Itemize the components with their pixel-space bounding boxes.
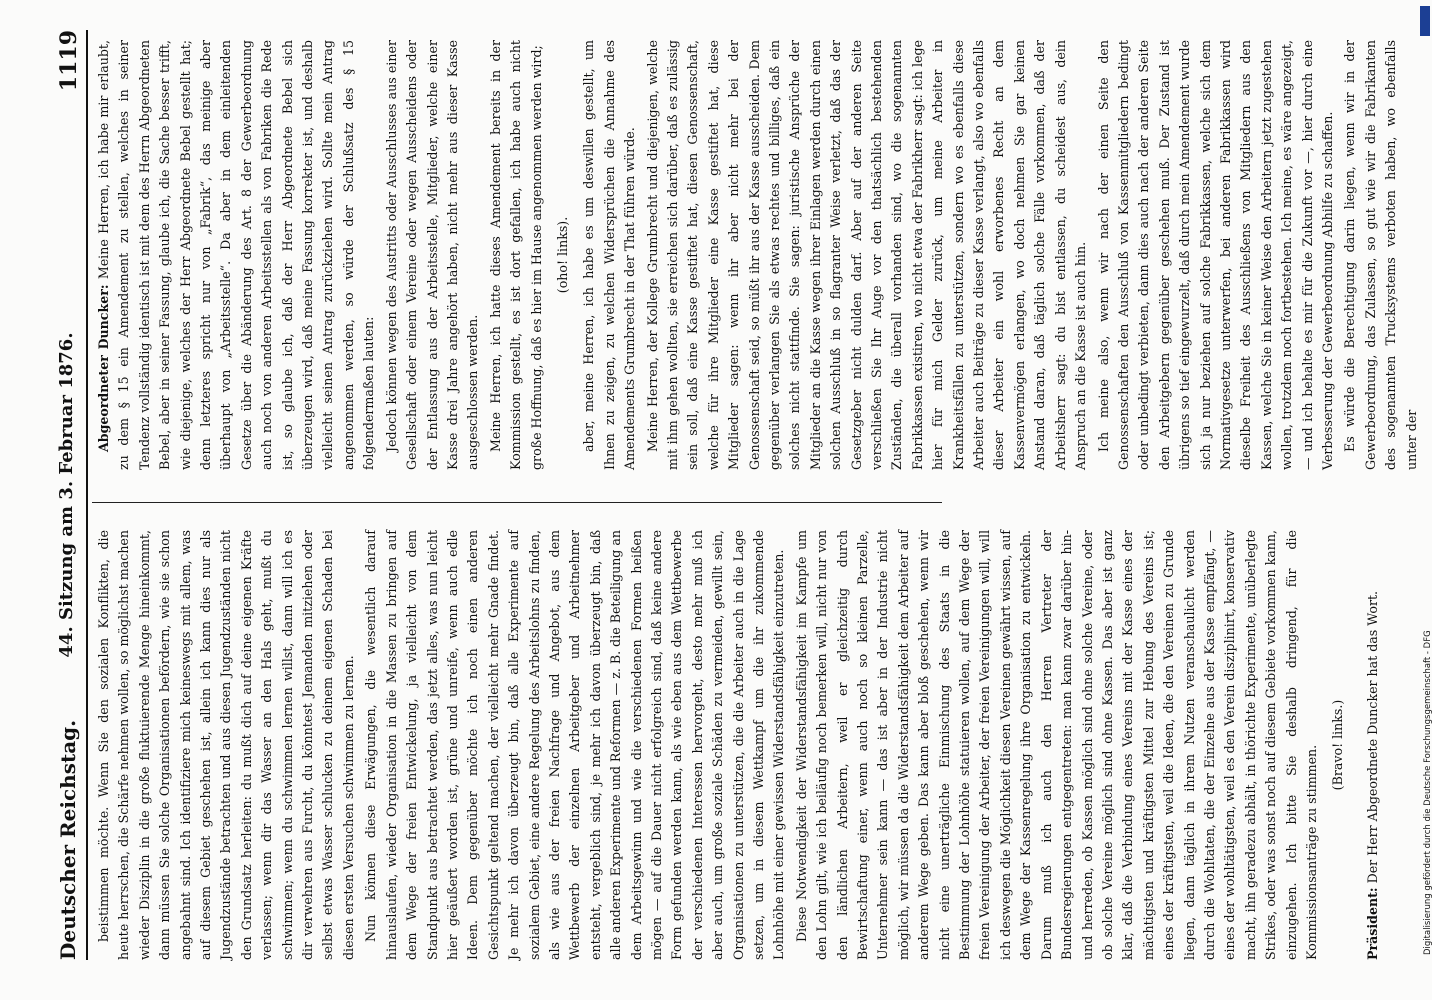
left-column xyxy=(94,530,1380,960)
right-column xyxy=(94,40,1419,470)
right-paragraph: Ich meine also, wenn wir nach der einen Seite den Genossenschaften den Ausschluß von Kassenmitgliedern bedingt oder unbedingt verbieten, dann dies auch nach der anderen Seite den Arbeitgebern gegenüber geschehen muß. Der Zustand ist übrigens so tief eingewurzelt, daß durch mein Amendement wurde sich ja nur beziehen auf solche Fabrikkassen, welche sich dem Normativgesetze unterwerfen, bei anderen Fabrikkassen wird dieselbe Freiheit des Ausschließens von Mitgliedern aus den Kassen, welche Sie in keiner Weise den Arbeitern jetzt zugestehen wollen, trotzdem noch fortbestehen. Ich meine, es wäre angezeigt, — und ich behalte es mir für die Zukunft vor —, hier durch eine Verbesserung der Gewerbeordnung Abhilfe zu schaffen. xyxy=(1095,40,1335,470)
header-left-title: Deutscher Reichstag. xyxy=(56,719,80,960)
right-paragraph: Meine Herren, ich habe mir erlaubt, zu dem § 15 ein Amendement zu stellen, welches in seiner Tendenz vollständig identisch ist mit dem des Herrn Abgeordneten Bebel, aber in seiner Fassung, glaube ich, die Sache besser trifft, wie diejenige, welches der Herr Abgeordnete Bebel gestellt hat; denn letzteres spricht nur von „Fabrik“, das meinige aber überhaupt von „Arbeitsstelle“. Da aber in dem einleitenden Gesetze über die Abänderung des Art. 8 der Gewerbeordnung auch noch von anderen Arbeitsstellen als von Fabriken die Rede ist, so glaube ich, daß der Herr Abgeordnete Bebel sich überzeugen wird, daß meine Fassung korrekter ist, und deshalb vielleicht seinen Antrag zurückziehen wird. Sollte mein Antrag angenommen werden, so würde der Schlußsatz des § 15 folgendermaßen lauten: xyxy=(96,40,377,470)
page-number: 1119 xyxy=(56,30,82,92)
column-divider xyxy=(92,502,942,503)
right-opening xyxy=(94,40,380,470)
president-speaker: Präsident: xyxy=(1364,887,1380,960)
left-paragraph: beistimmen möchte. Wenn Sie den sozialen Konflikten, die heute herrschen, die Schärfe nehmen wollen, so möglichst machen wieder Disziplin in die große fluktuierende Menge hineinkommt, dann müssen Sie solche Organisationen befördern, wie sie schon angebahnt sind. Ich identifiziere mich keineswegs mit allem, was auf diesem Gebiet geschehen ist, allein ich kann dies nur als Jugendzustände betrachten und aus diesen Jugendzuständen nicht den Grundsatz herleiten: du mußt dich auf deine eigenen Kräfte verlassen; wenn dir das Wasser an den Hals geht, mußt du schwimmen; wenn du schwimmen lernen willst, dann will ich es dir verwehren aus Furcht, du könntest Jemanden mitziehen oder selbst etwas Wasser schlucken zu deinem eigenen Schaden bei diesen ersten Versuchen schwimmen zu lernen. xyxy=(96,530,356,960)
stage-direction: (Bravo! links.) xyxy=(1330,699,1346,791)
right-paragraph: Meine Herren, ich hatte dieses Amendement bereits in der Kommission gestellt, es ist dort gefallen, ich habe auch nicht große Hoffnung, daß es hier im Hause angenommen werden wird; xyxy=(487,40,544,470)
header-rule xyxy=(86,30,88,960)
right-paragraph: aber, meine Herren, ich habe es um deswillen gestellt, um Ihnen zu zeigen, zu welchen Widersprüchen die Annahme des Amendements Grumbrecht in der That führen würde. xyxy=(581,40,638,470)
left-paragraph: Diese Notwendigkeit der Widerstandsfähigkeit im Kampfe um den Lohn gilt, wie ich beiläufig noch bemerken will, nicht nur von den ländlichen Arbeitern, weil er gleichzeitig durch Bewirtschaftung einer, wenn auch noch so kleinen Parzelle, Unternehmer sein kann — das ist aber in der Industrie nicht möglich, wir müssen da die Widerstandsfähigkeit dem Arbeiter auf anderem Wege geben. Das kann aber bloß geschehen, wenn wir nicht eine unerträgliche Einmischung des Staats in die Bestimmung der Lohnhöhe statuieren wollen, auf dem Wege der freien Vereinigung der Arbeiter, der freien Vereinigungen will, will ich deswegen die Möglichkeit diesen Vereinen gewährt wissen, auf dem Wege der Kassenregelung ihre Organisation zu entwickeln. Darum muß ich auch den Herren Vertreter der Bundesregierungen entgegentreten: man kann zwar darüber hin- und herreden, ob Kassen möglich sind ohne solche Vereine, oder ob solche Vereine möglich sind ohne Kassen. Das aber ist ganz klar, daß die Verbindung eines Vereins mit der Kasse eines der mächtigsten und kräftigsten Mittel zur Hebung des Vereins ist; eines der kräftigsten, weil die Ideen, die den Vereinen zu Grunde liegen, dann täglich in ihrem Nutzen veranschaulicht werden durch die Wohltaten, die der Einzelne aus der Kasse empfängt, — eines der wohltätigsten, weil es den Verein disziplinirt, konservativ macht, ihn geradezu abhält, in thörichte Experimente, unüberlegte Strikes, oder was sonst noch auf diesem Gebiete vorkommen kann, einzugehen. Ich bitte Sie deshalb dringend, für die Kommissionsanträge zu stimmen. xyxy=(793,530,1319,960)
dfg-banner xyxy=(1418,0,1432,1000)
header-session-title: 44. Sitzung am 3. Februar 1876. xyxy=(56,332,77,658)
left-paragraph: Nun können diese Erwägungen, die wesentlich darauf hinauslaufen, wieder Organisation in die Massen zu bringen auf dem Wege der freien Entwickelung, ja vielleicht von dem Standpunkt aus betrachtet werden, das jetzt alles, was nun leicht hier geäußert worden ist, grüne und unreife, wenn auch edle Ideen. Dem gegenüber möchte ich noch einen anderen Gesichtspunkt geltend machen, der vielleicht mehr Gnade findet. Je mehr ich davon überzeugt bin, daß alle Experimente auf sozialem Gebiet, eine andere Regelung des Arbeitslohns zu finden, als wie aus der freien Nachfrage und Angebot, aus dem Wettbewerb der einzelnen Arbeitgeber und Arbeitnehmer entsteht, vergeblich sind, je mehr ich davon überzeugt bin, daß alle anderen Experimente und Reformen — z. B. die Beteiligung an dem Arbeitsgewinn und wie die verschiedenen Formen heißen mögen — auf die Dauer nicht erfolgreich sind, daß keine andere Form gefunden werden kann, als wie eben aus dem Wettbewerbe der verschiedenen Interessen hervorgeht, desto mehr muß ich aber auch, um große soziale Schäden zu vermeiden, gewillt sein, Organisationen zu unterstützen, die die Arbeiter auch in die Lage setzen, um in diesem Wettkampf um die ihr zukommende Lohnhöhe mit einer gewissen Widerstandsfähigkeit einzutreten. xyxy=(363,530,787,960)
duncker-speaker: Abgeordneter Duncker: xyxy=(96,284,111,452)
stage-direction: (oho! links). xyxy=(554,216,570,294)
right-paragraph: Jedoch können wegen des Austritts oder Ausschlusses aus einer Gesellschaft oder einem Vereine oder wegen Ausscheidens oder der Entlassung aus der Arbeitsstelle, Mitglieder, welche einer Kasse drei Jahre angehört haben, nicht mehr aus dieser Kasse ausgeschlossen werden. xyxy=(383,40,481,470)
president-line xyxy=(1363,530,1383,960)
dfg-banner-text: Digitalisierung gefördert durch die Deutsche Forschungsgemeinschaft - DFG xyxy=(1423,630,1433,955)
page-header xyxy=(50,30,90,960)
right-paragraph: Meine Herren, der Kollege Grumbrecht und diejenigen, welche mit ihm gehen wollten, sie erreichen sich darüber, daß es zulässig sein soll, daß eine Kasse gestiftet hat, diesen Genossenschaft, welche für ihre Mitglieder eine Kasse gestiftet hat, diese Mitglieder sagen: wenn ihr aber nicht mehr bei der Genossenschaft seid, so müßt ihr aus der Kasse ausscheiden. Dem gegenüber verlangen Sie als etwas rechtes und billiges, daß ein solches nicht stattfinde. Sie sagen: juristische Ansprüche der Mitglieder an die Kasse wegen ihrer Einlagen werden durch einen solchen Ausschluß in so flagranter Weise verletzt, daß das der Gesetzgeber nicht dulden darf. Aber auf der anderen Seite verschließen Sie Ihr Auge vor den thatsächlich bestehenden Zuständen, die überall vorhanden sind, wo die sogenannten Fabrikkassen existiren, wo nicht etwa der Fabrikherr sagt: ich lege hier für mich Gelder zurück, um meine Arbeiter in Krankheitsfällen zu unterstützen, sondern wo es ebenfalls diese Arbeiter auch Beiträge zu dieser Kasse verlangt, also wo ebenfalls dieser Arbeiter ein wohl erworbenes Recht an dem Kassenvermögen erlangen, wo doch nehmen Sie gar keinen Anstand daran, daß täglich solche Fälle vorkommen, daß der Arbeitsherr sagt: du bist entlassen, du scheidest aus, dein Anspruch an die Kasse ist auch hin. xyxy=(644,40,1089,470)
president-text: Der Herr Abgeordnete Duncker hat das Wort. xyxy=(1364,590,1380,884)
rotated-page-content xyxy=(22,10,1419,990)
right-paragraph: Es würde die Berechtigung darin liegen, wenn wir in der Gewerbeordnung, das Zulassen, so gut wie wir die Fabrikanten des sogenannten Trucksystems verboten haben, wo ebenfalls unter der xyxy=(1342,40,1419,470)
